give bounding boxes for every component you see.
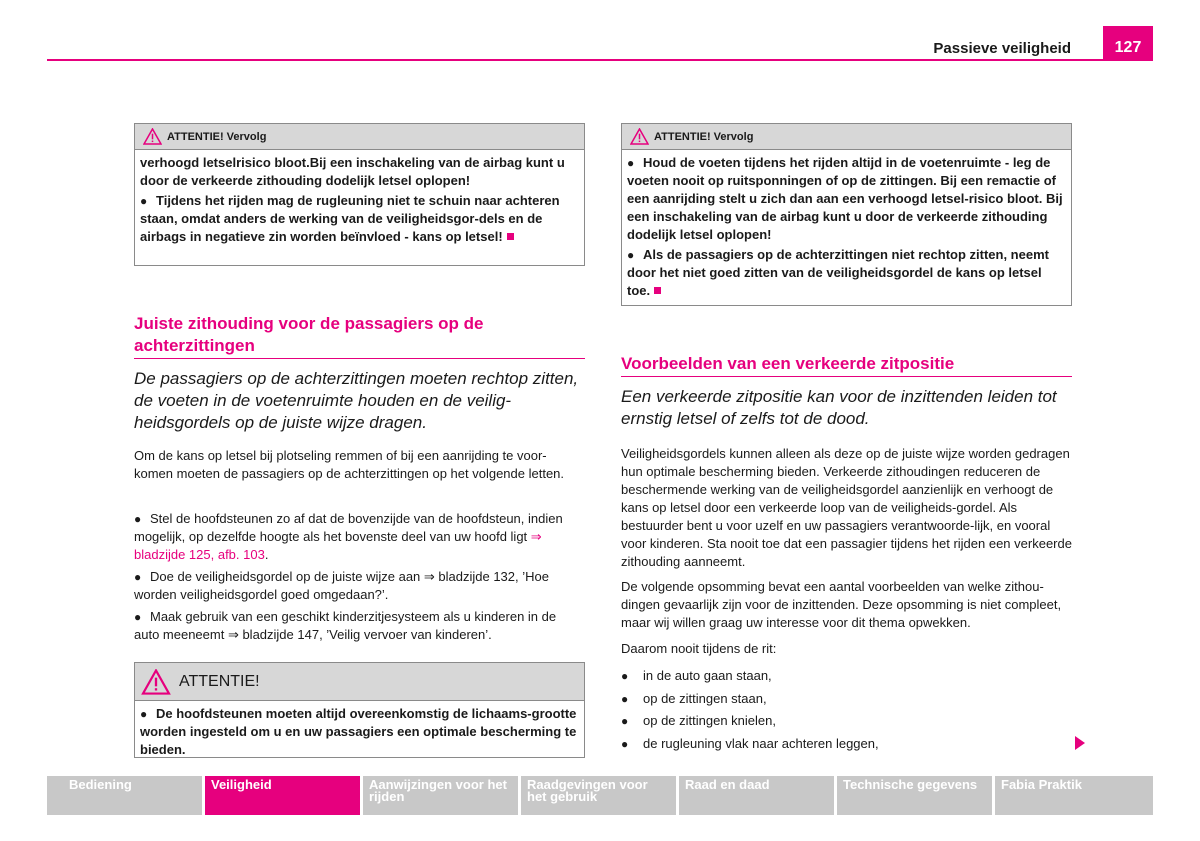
warning-box-continued-right [621, 123, 1072, 306]
end-marker [507, 233, 514, 240]
body-paragraph: Om de kans op letsel bij plotseling remmen of bij een aanrijding te voor-komen moeten de passagiers op de achterzittingen op het volgende letten. [134, 448, 565, 481]
warning-header [135, 124, 584, 150]
tab-bediening[interactable]: Bediening [47, 776, 202, 815]
tab-veiligheid[interactable]: Veiligheid [205, 776, 360, 815]
section-heading-wrong-position: Voorbeelden van een verkeerde zitpositie [621, 353, 1072, 377]
page-header-title: Passieve veiligheid [933, 40, 1071, 57]
tab-raadgevingen[interactable]: Raadgevingen voor het gebruik [521, 776, 676, 815]
tab-technische-gegevens[interactable]: Technische gegevens [837, 776, 992, 815]
header-divider [47, 59, 1153, 61]
continue-arrow-icon[interactable] [1075, 736, 1085, 750]
end-marker [654, 287, 661, 294]
warning-triangle-icon [143, 128, 162, 145]
warning-header-label: ATTENTIE! [179, 672, 260, 690]
warning-box-continued-left [134, 123, 585, 266]
list-item: ● Doe de veiligheidsgordel op de juiste wijze aan ⇒ bladzijde 132, ’Hoe worden veiligheidsgordel goed omgedaan?’. [134, 569, 549, 602]
tab-raad-en-daad[interactable]: Raad en daad [679, 776, 834, 815]
warning-triangle-icon [630, 128, 649, 145]
warning-bullet: ● Als de passagiers op de achterzittingen niet rechtop zitten, neemt door het niet goed zitten van de veiligheidsgordel de kans op letsel toe. [627, 247, 1049, 298]
tab-fabia-praktik[interactable]: Fabia Praktik [995, 776, 1153, 815]
warning-header [135, 663, 584, 701]
list-item: ● Stel de hoofdsteunen zo af dat de bovenzijde van de hoofdsteun, indien mogelijk, op dezelfde hoogte als het bovenste deel van uw hoofd ligt ⇒ bladzijde 125, afb. 103. [134, 511, 563, 562]
warning-bullet: ● De hoofdsteunen moeten altijd overeenkomstig de lichaams-grootte worden ingesteld om u en uw passagiers een optimale bescherming te bieden. [140, 706, 577, 757]
warning-header-label: ATTENTIE! Vervolg [167, 130, 267, 143]
body-paragraph: Veiligheidsgordels kunnen alleen als deze op de juiste wijze worden gedragen hun optimale bescherming bieden. Verkeerde zithoudingen reduceren de beschermende werking van de veiligheidsgordel aanzienlijk en verhoogt de kans op letsel door een verkeerde loop van de veiligheids-gordel. Als bestuurder bent u voor uzelf en uw passagiers verantwoorde-lijk, en vooral voor kinderen. Sta nooit toe dat een passagier tijdens het rijden een verkeerde zithouding aanneemt. [621, 446, 1072, 569]
footer-nav [47, 776, 1153, 815]
section-heading-rear-seating: Juiste zithouding voor de passagiers op de achterzittingen [134, 313, 585, 359]
page-number: 127 [1103, 26, 1153, 60]
tab-aanwijzingen[interactable]: Aanwijzingen voor het rijden [363, 776, 518, 815]
section-intro: De passagiers op de achterzittingen moeten rechtop zitten, de voeten in de voetenruimte houden en de veilig-heidsgordels op de juiste wijze dragen. [134, 369, 579, 432]
warning-bullet: ● Houd de voeten tijdens het rijden altijd in de voetenruimte - leg de voeten nooit op ruitsponningen of op de zittingen. Bij een remactie of een aanrijding stelt u zich dan aan een verhoogd letsel-risico bloot. Bij een inschakeling van de airbag kunt u door de verkeerde zithouding dodelijk letsel oplopen! [627, 155, 1063, 242]
warning-text: verhoogd letselrisico bloot.Bij een inschakeling van de airbag kunt u door de verkeerde zithouding dodelijk letsel oplopen! [140, 155, 565, 188]
body-paragraph: De volgende opsomming bevat een aantal voorbeelden van welke zithou-dingen gevaarlijk zijn voor de inzittenden. Deze opsomming is niet compleet, maar wij willen graag uw interesse voor dit thema opwekken. [621, 579, 1062, 630]
body-paragraph: Daarom nooit tijdens de rit: [621, 641, 777, 656]
list-item: ● op de zittingen staan, [621, 691, 767, 706]
warning-header [622, 124, 1071, 150]
list-item: ● in de auto gaan staan, [621, 668, 772, 683]
warning-header-label: ATTENTIE! Vervolg [654, 130, 754, 143]
warning-box-headrests [134, 662, 585, 758]
warning-bullet: ● Tijdens het rijden mag de rugleuning niet te schuin naar achteren staan, omdat anders de werking van de veiligheidsgor-dels en de airbags in negatieve zin worden beïnvloed - kans op letsel! [140, 193, 560, 244]
warning-triangle-icon [141, 669, 171, 695]
page-link[interactable]: ⇒ bladzijde 125, afb. 103 [134, 529, 542, 562]
list-item: ● Maak gebruik van een geschikt kinderzitjesysteem als u kinderen in de auto meeneemt ⇒ bladzijde 147, ’Veilig vervoer van kinderen’. [134, 609, 557, 642]
section-intro: Een verkeerde zitpositie kan voor de inzittenden leiden tot ernstig letsel of zelfs tot de dood. [621, 387, 1057, 428]
list-item: ● de rugleuning vlak naar achteren leggen, [621, 736, 879, 751]
list-item: ● op de zittingen knielen, [621, 713, 776, 728]
